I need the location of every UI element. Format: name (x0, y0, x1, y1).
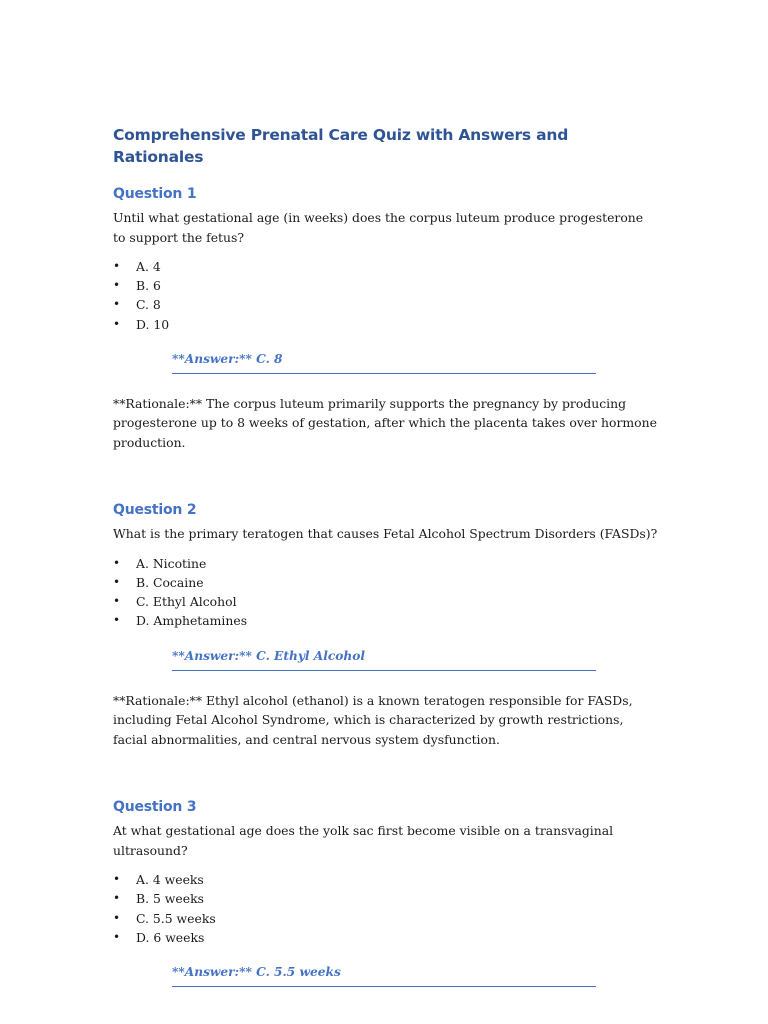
answer-text: **Answer:** C. 5.5 weeks (172, 964, 341, 979)
option-item (113, 257, 658, 276)
options-list (113, 257, 658, 334)
option-item (113, 889, 658, 908)
answer-block (172, 961, 596, 987)
option-item (113, 592, 658, 611)
bullet-icon: • (113, 872, 121, 887)
question-text: Until what gestational age (in weeks) does the corpus luteum produce progesterone to support the fetus? (113, 210, 644, 245)
option-item (113, 295, 658, 314)
option-label: D. Amphetamines (136, 613, 248, 629)
option-label: A. Nicotine (136, 555, 207, 571)
answer-text: **Answer:** C. Ethyl Alcohol (172, 648, 366, 663)
bullet-icon: • (113, 575, 121, 590)
answer-text: **Answer:** C. 8 (172, 351, 283, 366)
question-heading: Question 3 (113, 799, 197, 816)
question-3-section (113, 797, 658, 987)
bullet-icon: • (113, 297, 121, 312)
option-item (113, 870, 658, 889)
rationale-text: **Rationale:** The corpus luteum primarily supports the pregnancy by producing progesterone up to 8 weeks of gestation, after which the placenta takes over hormone production. (113, 395, 657, 450)
question-2-section (113, 500, 658, 749)
bullet-icon: • (113, 555, 121, 570)
option-label: A. 4 weeks (136, 872, 204, 888)
question-text: What is the primary teratogen that causes Fetal Alcohol Spectrum Disorders (FASDs)? (113, 526, 658, 542)
option-item (113, 909, 658, 928)
option-label: C. 5.5 weeks (136, 910, 216, 926)
option-label: A. 4 (136, 259, 161, 274)
answer-block (172, 645, 596, 671)
option-item (113, 928, 658, 947)
option-label: B. 5 weeks (136, 891, 204, 907)
bullet-icon: • (113, 891, 121, 906)
question-1-section (113, 184, 658, 452)
option-label: C. Ethyl Alcohol (136, 594, 237, 610)
option-item (113, 611, 658, 630)
bullet-icon: • (113, 910, 121, 925)
question-heading: Question 1 (113, 186, 197, 202)
bullet-icon: • (113, 259, 121, 273)
option-item (113, 573, 658, 592)
option-label: C. 8 (136, 297, 161, 313)
option-label: D. 6 weeks (136, 929, 205, 945)
document-page (113, 124, 658, 1007)
option-item (113, 276, 658, 295)
options-list (113, 554, 658, 631)
bullet-icon: • (113, 316, 121, 331)
answer-block (172, 348, 596, 374)
bullet-icon: • (113, 594, 121, 609)
option-item (113, 554, 658, 573)
option-label: B. Cocaine (136, 575, 204, 591)
question-text: At what gestational age does the yolk sac first become visible on a transvaginal ultrasound? (113, 823, 614, 858)
rationale-text: **Rationale:** Ethyl alcohol (ethanol) is a known teratogen responsible for FASDs, including Fetal Alcohol Syndrome, which is characterized by growth restrictions, facial abnormalities, and central nervous system dysfunction. (113, 692, 633, 747)
bullet-icon: • (113, 278, 121, 293)
question-heading: Question 2 (113, 502, 197, 519)
option-item (113, 315, 658, 334)
document-title: Comprehensive Prenatal Care Quiz with Answers and Rationales (113, 126, 569, 166)
bullet-icon: • (113, 929, 121, 944)
options-list (113, 870, 658, 947)
option-label: B. 6 (136, 278, 161, 294)
option-label: D. 10 (136, 316, 170, 332)
bullet-icon: • (113, 613, 121, 628)
